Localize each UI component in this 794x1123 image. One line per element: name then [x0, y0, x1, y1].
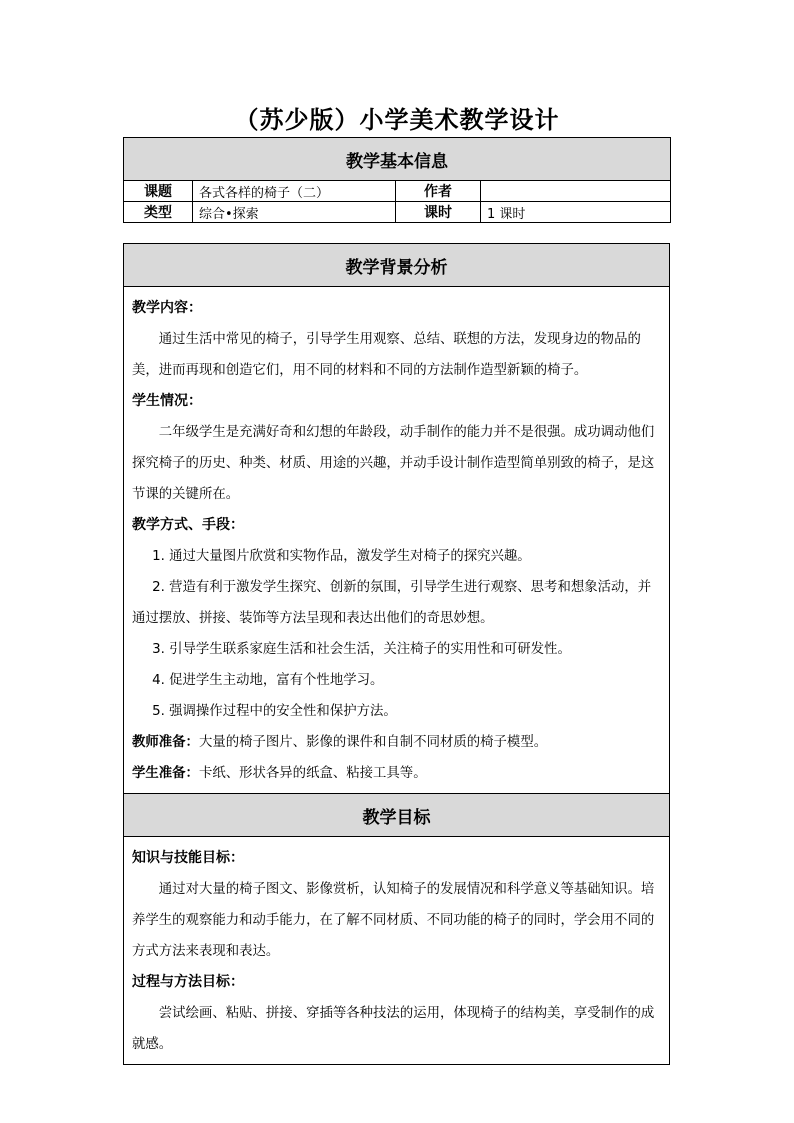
student-prep	[132, 758, 661, 789]
background-header: 教学背景分析	[124, 244, 670, 287]
basic-info-table	[123, 137, 671, 223]
analysis-table	[123, 243, 670, 1065]
knowledge-text: 通过对大量的椅子图文、影像赏析，认知椅子的发展情况和科学意义等基础知识。培养学生的观察能力和动手能力，在了解不同材质、不同功能的椅子的同时，学会用不同的方式方法来表现和表达。	[132, 882, 655, 959]
method-item: 1. 通过大量图片欣赏和实物作品，激发学生对椅子的探究兴趣。	[152, 549, 531, 564]
author-label: 作者	[396, 181, 481, 202]
topic-value: 各式各样的椅子（二）	[193, 181, 396, 202]
goals-body	[124, 837, 670, 1065]
method-item: 4. 促进学生主动地，富有个性地学习。	[152, 673, 384, 688]
teacher-prep-text: 大量的椅子图片、影像的课件和自制不同材质的椅子模型。	[198, 735, 548, 750]
hours-value: 1 课时	[481, 202, 671, 223]
type-label: 类型	[124, 202, 193, 223]
content-text: 通过生活中常见的椅子，引导学生用观察、总结、联想的方法，发现身边的物品的美，进而再现和创造它们，用不同的材料和不同的方法制作造型新颖的椅子。	[132, 332, 641, 378]
process-heading: 过程与方法目标：	[132, 974, 244, 990]
teacher-prep	[132, 727, 661, 758]
hours-label: 课时	[396, 202, 481, 223]
teacher-prep-label: 教师准备：	[132, 735, 199, 750]
basic-info-header: 教学基本信息	[124, 138, 671, 181]
student-prep-label: 学生准备：	[132, 766, 199, 781]
author-value	[481, 181, 671, 202]
student-text: 二年级学生是充满好奇和幻想的年龄段，动手制作的能力并不是很强。成功调动他们探究椅子的历史、种类、材质、用途的兴趣，并动手设计制作造型简单别致的椅子，是这节课的关键所在。	[132, 425, 655, 502]
method-item: 5. 强调操作过程中的安全性和保护方法。	[152, 704, 397, 719]
topic-label: 课题	[124, 181, 193, 202]
background-body	[124, 287, 670, 794]
method-item: 2. 营造有利于激发学生探究、创新的氛围，引导学生进行观察、思考和想象活动，并通过摆放、拼接、装饰等方法呈现和表达出他们的奇思妙想。	[132, 580, 652, 626]
document-title: （苏少版）小学美术教学设计	[234, 105, 560, 134]
type-value: 综合•探索	[193, 202, 396, 223]
student-heading: 学生情况：	[132, 393, 202, 409]
process-text: 尝试绘画、粘贴、拼接、穿插等各种技法的运用，体现椅子的结构美，享受制作的成就感。	[132, 1006, 655, 1052]
knowledge-heading: 知识与技能目标：	[132, 850, 244, 866]
method-item: 3. 引导学生联系家庭生活和社会生活，关注椅子的实用性和可研发性。	[152, 642, 571, 657]
goals-header: 教学目标	[124, 794, 670, 837]
student-prep-text: 卡纸、形状各异的纸盒、粘接工具等。	[198, 766, 427, 781]
method-heading: 教学方式、手段：	[132, 517, 244, 533]
content-heading: 教学内容：	[132, 300, 202, 316]
